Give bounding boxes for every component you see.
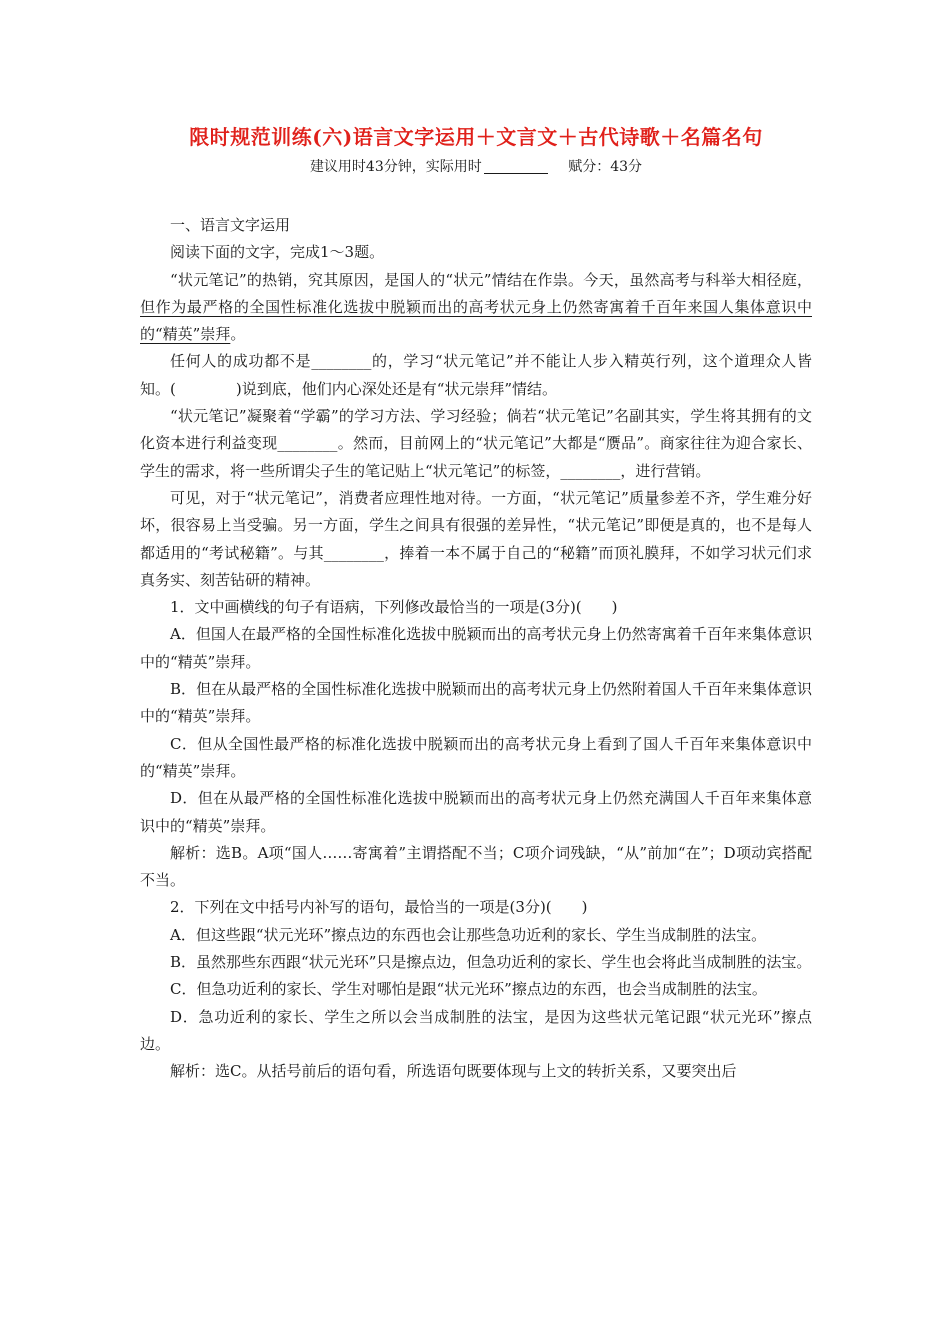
passage-p1-end: 。	[230, 325, 246, 344]
question-2-option-c: C．但急功近利的家长、学生对哪怕是跟“状元光环”擦点边的东西，也会当成制胜的法宝。	[170, 980, 767, 999]
document-page	[140, 122, 812, 1086]
question-1-option-a: A．但国人在最严格的全国性标准化选拔中脱颖而出的高考状元身上仍然寄寓着千百年来集体意识中的“精英”崇拜。	[140, 625, 812, 671]
document-body	[140, 212, 812, 1086]
question-1-stem: 1．文中画横线的句子有语病，下列修改最恰当的一项是(3分)( )	[170, 598, 618, 617]
underlined-sentence: 但作为最严格的全国性标准化选拔中脱颖而出的高考状元身上仍然寄寓着千百年来国人集体意识中的“精英”崇拜	[140, 297, 812, 344]
passage-paragraph-2: 任何人的成功都不是________的，学习“状元笔记”并不能让人步入精英行列，这个道理众人皆知。( )说到底，他们内心深处还是有“状元崇拜”情结。	[140, 352, 812, 398]
question-2-analysis: 解析：选C。从括号前后的语句看，所选语句既要体现与上文的转折关系，又要突出后	[170, 1062, 737, 1081]
page-title: 限时规范训练(六)语言文字运用＋文言文＋古代诗歌＋名篇名句	[189, 125, 763, 149]
question-2-option-a: A．但这些跟“状元光环”擦点边的东西也会让那些急功近利的家长、学生当成制胜的法宝。	[170, 925, 767, 944]
passage-paragraph-1	[140, 267, 812, 349]
question-1-option-c: C．但从全国性最严格的标准化选拔中脱颖而出的高考状元身上看到了国人千百年来集体意识中的“精英”崇拜。	[140, 734, 812, 780]
passage-paragraph-4: 可见，对于“状元笔记”，消费者应理性地对待。一方面，“状元笔记”质量参差不齐，学生难分好坏，很容易上当受骗。另一方面，学生之间具有很强的差异性，“状元笔记”即便是真的，也不是每人都适用的“考试秘籍”。与其________，捧着一本不属于自己的“秘籍”而顶礼膜拜，不如学习状元们求真务实、刻苦钻研的精神。	[140, 488, 812, 589]
score-info: 赋分：43分	[568, 159, 643, 175]
section-heading: 一、语言文字运用	[170, 216, 291, 234]
actual-time-blank[interactable]	[484, 158, 548, 174]
reading-instruction: 阅读下面的文字，完成1～3题。	[170, 243, 385, 262]
passage-p1-text: “状元笔记”的热销，究其原因，是国人的“状元”情结在作祟。今天，虽然高考与科举大相径庭，	[170, 270, 812, 289]
question-1-option-b: B．但在从最严格的全国性标准化选拔中脱颖而出的高考状元身上仍然附着国人千百年来集体意识中的“精英”崇拜。	[140, 680, 812, 726]
question-1-analysis: 解析：选B。A项“国人……寄寓着”主谓搭配不当；C项介词残缺，“从”前加“在”；D项动宾搭配不当。	[140, 843, 812, 890]
question-2-option-d: D．急功近利的家长、学生之所以会当成制胜的法宝，是因为这些状元笔记跟“状元光环”擦点边。	[140, 1007, 812, 1053]
suggested-time: 建议用时43分钟，实际用时	[309, 159, 482, 175]
question-2-option-b: B．虽然那些东西跟“状元光环”只是擦点边，但急功近利的家长、学生也会将此当成制胜的法宝。	[170, 953, 812, 972]
time-score-line	[140, 155, 812, 179]
question-2-stem: 2．下列在文中括号内补写的语句，最恰当的一项是(3分)( )	[170, 898, 588, 917]
passage-paragraph-3: “状元笔记”凝聚着“学霸”的学习方法、学习经验；倘若“状元笔记”名副其实，学生将其拥有的文化资本进行利益变现________。然而，目前网上的“状元笔记”大都是“赝品”。商家往往为迎合家长、学生的需求，将一些所谓尖子生的笔记贴上“状元笔记”的标签，________，进行营销。	[140, 407, 812, 480]
question-1-option-d: D．但在从最严格的全国性标准化选拔中脱颖而出的高考状元身上仍然充满国人千百年来集体意识中的“精英”崇拜。	[140, 789, 812, 835]
